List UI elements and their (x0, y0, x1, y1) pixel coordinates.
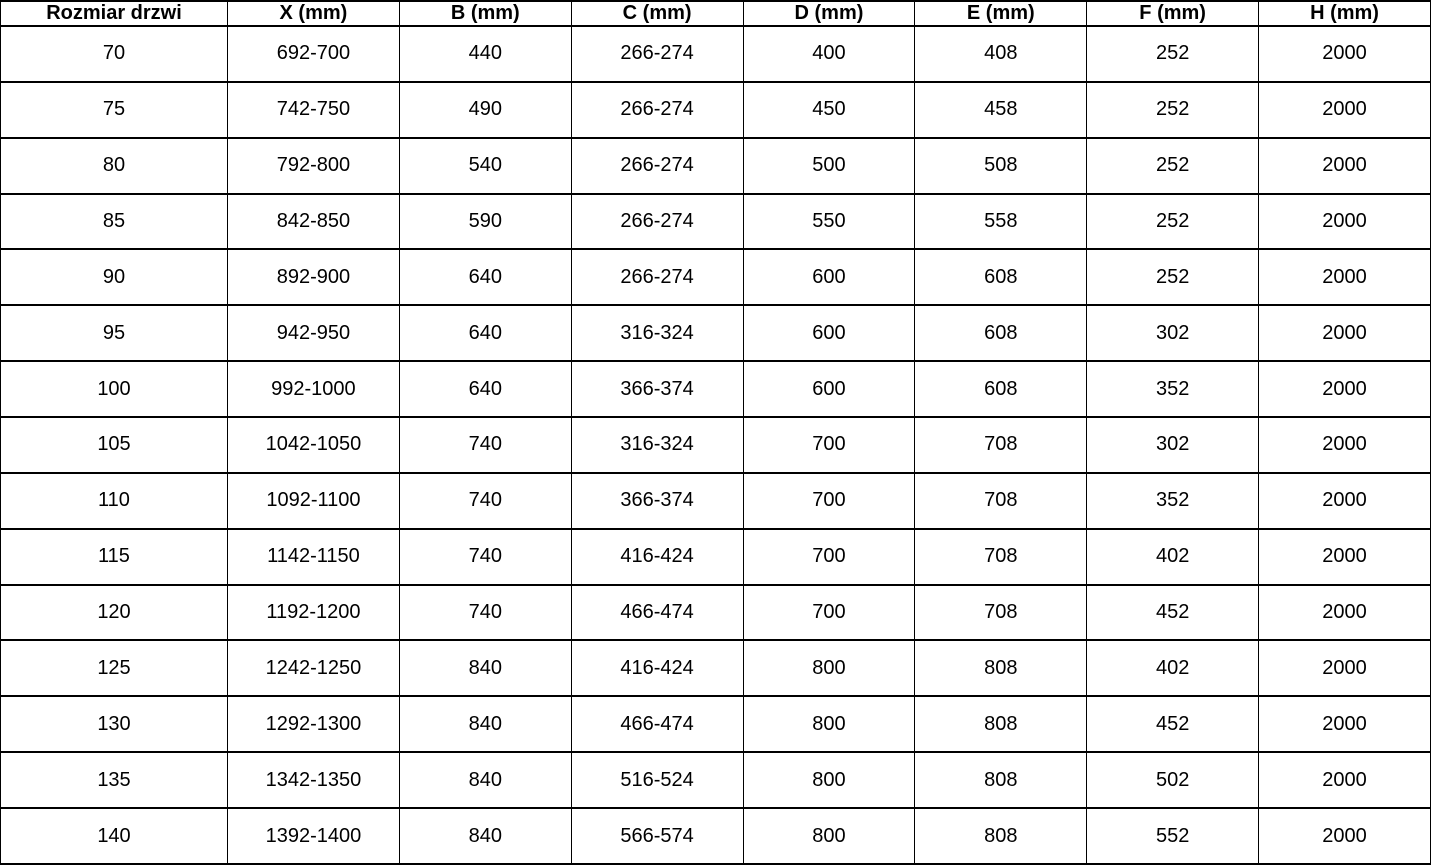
table-cell: 550 (743, 194, 915, 250)
table-cell: 70 (1, 26, 228, 82)
table-cell: 708 (915, 473, 1087, 529)
table-cell: 1142-1150 (228, 529, 400, 585)
column-header: B (mm) (399, 1, 571, 26)
table-row (1, 585, 1431, 641)
table-cell: 1342-1350 (228, 752, 400, 808)
table-row (1, 473, 1431, 529)
table-cell: 2000 (1259, 26, 1431, 82)
table-cell: 2000 (1259, 696, 1431, 752)
table-cell: 740 (399, 585, 571, 641)
column-header: Rozmiar drzwi (1, 1, 228, 26)
table-header (1, 1, 1431, 26)
table-row (1, 808, 1431, 864)
column-header: E (mm) (915, 1, 1087, 26)
table-cell: 400 (743, 26, 915, 82)
table-cell: 135 (1, 752, 228, 808)
table-row (1, 752, 1431, 808)
table-cell: 316-324 (571, 417, 743, 473)
table-cell: 700 (743, 529, 915, 585)
table-row (1, 138, 1431, 194)
table-cell: 266-274 (571, 138, 743, 194)
table-cell: 466-474 (571, 696, 743, 752)
table-cell: 2000 (1259, 529, 1431, 585)
table-cell: 508 (915, 138, 1087, 194)
table-row (1, 529, 1431, 585)
table-cell: 1042-1050 (228, 417, 400, 473)
column-header: X (mm) (228, 1, 400, 26)
table-row (1, 82, 1431, 138)
table-cell: 992-1000 (228, 361, 400, 417)
table-cell: 800 (743, 640, 915, 696)
table-cell: 700 (743, 417, 915, 473)
column-header: D (mm) (743, 1, 915, 26)
table-cell: 440 (399, 26, 571, 82)
table-cell: 450 (743, 82, 915, 138)
table-cell: 808 (915, 808, 1087, 864)
table-cell: 458 (915, 82, 1087, 138)
table-cell: 540 (399, 138, 571, 194)
table-cell: 708 (915, 529, 1087, 585)
table-cell: 800 (743, 808, 915, 864)
table-cell: 252 (1087, 138, 1259, 194)
table-body (1, 26, 1431, 864)
table-cell: 808 (915, 696, 1087, 752)
table-cell: 640 (399, 305, 571, 361)
table-cell: 2000 (1259, 808, 1431, 864)
table-cell: 566-574 (571, 808, 743, 864)
table-cell: 600 (743, 305, 915, 361)
table-cell: 840 (399, 696, 571, 752)
table-cell: 700 (743, 473, 915, 529)
table-cell: 90 (1, 249, 228, 305)
table-cell: 95 (1, 305, 228, 361)
table-cell: 792-800 (228, 138, 400, 194)
table-cell: 800 (743, 696, 915, 752)
table-cell: 2000 (1259, 138, 1431, 194)
table-cell: 75 (1, 82, 228, 138)
table-cell: 266-274 (571, 26, 743, 82)
table-cell: 2000 (1259, 585, 1431, 641)
table-cell: 1392-1400 (228, 808, 400, 864)
table-cell: 1242-1250 (228, 640, 400, 696)
table-cell: 840 (399, 752, 571, 808)
table-cell: 408 (915, 26, 1087, 82)
table-cell: 2000 (1259, 640, 1431, 696)
table-cell: 942-950 (228, 305, 400, 361)
table-cell: 700 (743, 585, 915, 641)
table-row (1, 640, 1431, 696)
table-cell: 558 (915, 194, 1087, 250)
table-cell: 840 (399, 640, 571, 696)
table-cell: 1292-1300 (228, 696, 400, 752)
table-cell: 2000 (1259, 473, 1431, 529)
table-cell: 252 (1087, 26, 1259, 82)
table-cell: 502 (1087, 752, 1259, 808)
table-cell: 110 (1, 473, 228, 529)
table-cell: 402 (1087, 529, 1259, 585)
table-row (1, 361, 1431, 417)
table-row (1, 249, 1431, 305)
table-cell: 416-424 (571, 529, 743, 585)
table-cell: 266-274 (571, 82, 743, 138)
table-cell: 125 (1, 640, 228, 696)
table-cell: 516-524 (571, 752, 743, 808)
table-cell: 416-424 (571, 640, 743, 696)
table-cell: 600 (743, 361, 915, 417)
table-cell: 252 (1087, 249, 1259, 305)
table-cell: 266-274 (571, 194, 743, 250)
table-cell: 302 (1087, 417, 1259, 473)
table-row (1, 417, 1431, 473)
table-cell: 708 (915, 417, 1087, 473)
table-cell: 105 (1, 417, 228, 473)
table-cell: 80 (1, 138, 228, 194)
table-cell: 115 (1, 529, 228, 585)
table-cell: 2000 (1259, 305, 1431, 361)
table-cell: 640 (399, 361, 571, 417)
table-cell: 740 (399, 529, 571, 585)
table-row (1, 305, 1431, 361)
table-cell: 120 (1, 585, 228, 641)
table-cell: 590 (399, 194, 571, 250)
table-cell: 1192-1200 (228, 585, 400, 641)
column-header: C (mm) (571, 1, 743, 26)
table-cell: 808 (915, 752, 1087, 808)
table-cell: 892-900 (228, 249, 400, 305)
table-cell: 2000 (1259, 752, 1431, 808)
table-cell: 302 (1087, 305, 1259, 361)
table-cell: 640 (399, 249, 571, 305)
table-cell: 842-850 (228, 194, 400, 250)
table-cell: 2000 (1259, 249, 1431, 305)
table-cell: 452 (1087, 585, 1259, 641)
table-row (1, 696, 1431, 752)
table-cell: 692-700 (228, 26, 400, 82)
table-cell: 500 (743, 138, 915, 194)
table-cell: 608 (915, 305, 1087, 361)
table-cell: 600 (743, 249, 915, 305)
table-cell: 608 (915, 361, 1087, 417)
table-cell: 85 (1, 194, 228, 250)
table-cell: 2000 (1259, 82, 1431, 138)
table-cell: 742-750 (228, 82, 400, 138)
table-cell: 552 (1087, 808, 1259, 864)
table-cell: 252 (1087, 82, 1259, 138)
table-cell: 1092-1100 (228, 473, 400, 529)
column-header: H (mm) (1259, 1, 1431, 26)
table-cell: 366-374 (571, 361, 743, 417)
table-cell: 2000 (1259, 361, 1431, 417)
table-cell: 466-474 (571, 585, 743, 641)
table-cell: 740 (399, 417, 571, 473)
table-row (1, 194, 1431, 250)
table-cell: 708 (915, 585, 1087, 641)
table-cell: 740 (399, 473, 571, 529)
table-cell: 452 (1087, 696, 1259, 752)
table-cell: 316-324 (571, 305, 743, 361)
table-cell: 800 (743, 752, 915, 808)
table-cell: 808 (915, 640, 1087, 696)
table-cell: 352 (1087, 361, 1259, 417)
table-header-row (1, 1, 1431, 26)
table-cell: 352 (1087, 473, 1259, 529)
table-cell: 130 (1, 696, 228, 752)
table-cell: 100 (1, 361, 228, 417)
table-cell: 140 (1, 808, 228, 864)
table-cell: 252 (1087, 194, 1259, 250)
table-cell: 402 (1087, 640, 1259, 696)
table-cell: 366-374 (571, 473, 743, 529)
table-cell: 608 (915, 249, 1087, 305)
table-cell: 840 (399, 808, 571, 864)
table-cell: 2000 (1259, 417, 1431, 473)
table-cell: 2000 (1259, 194, 1431, 250)
column-header: F (mm) (1087, 1, 1259, 26)
table-cell: 490 (399, 82, 571, 138)
table-cell: 266-274 (571, 249, 743, 305)
table-row (1, 26, 1431, 82)
